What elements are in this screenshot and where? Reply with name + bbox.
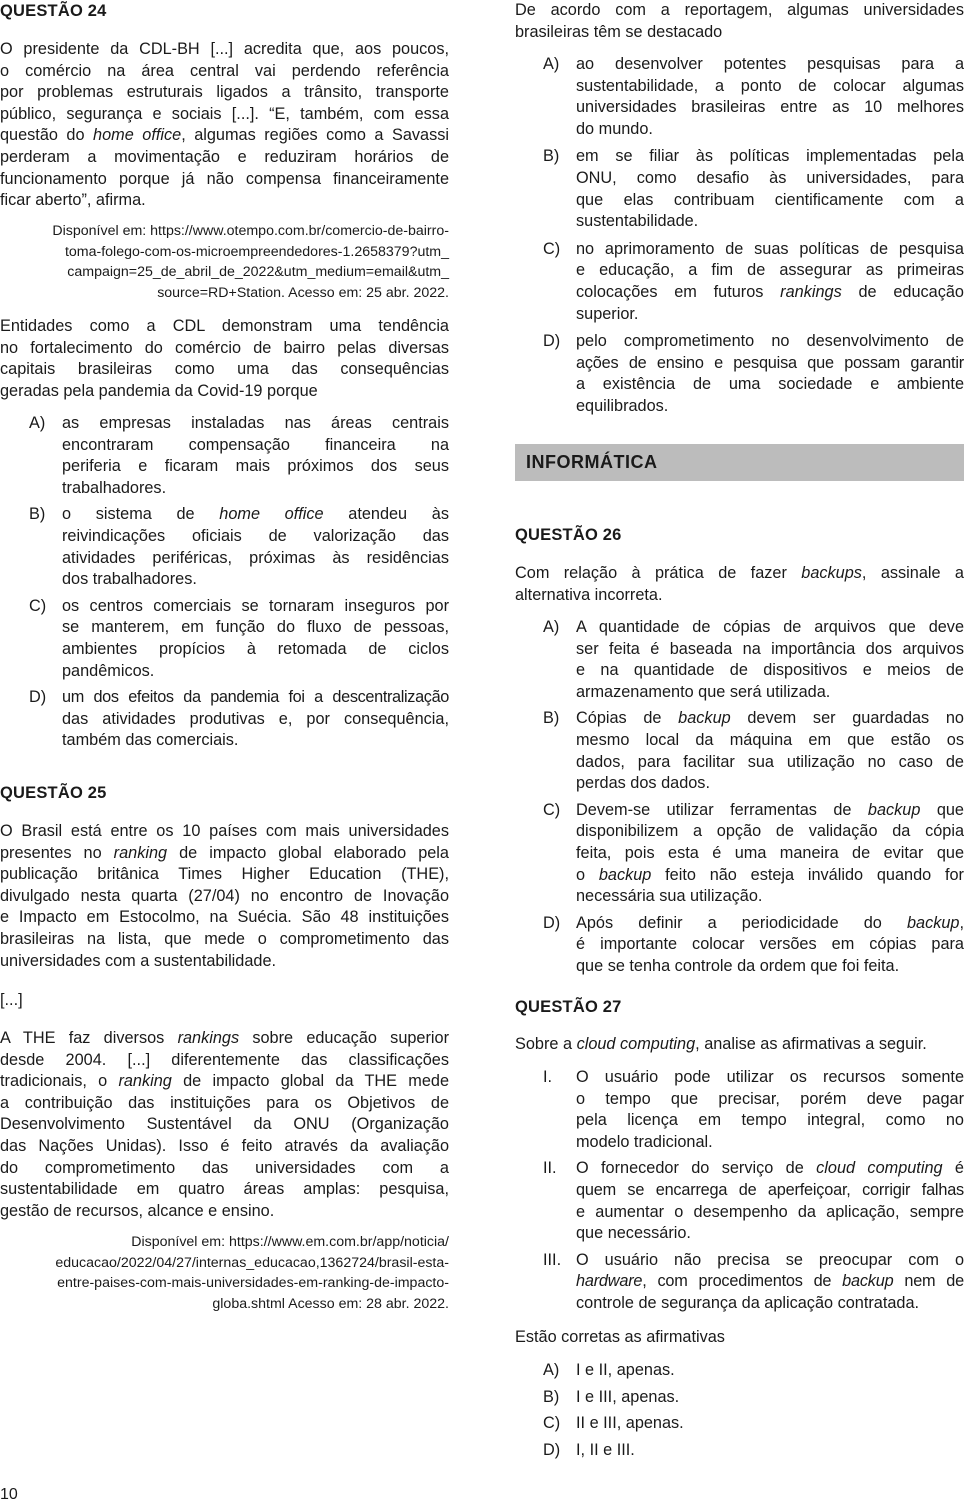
q24-stem-line: no fortalecimento do comércio de bairro pelas diversas — [0, 338, 449, 357]
option-text: I e II, apenas. — [576, 1361, 675, 1379]
q25-line: e Impacto em Estocolmo, na Suécia. São 48 instituições — [0, 908, 449, 927]
q25-line: do comprometimento das universidades com a — [0, 1158, 449, 1177]
q24-stem-line: capitais brasileiras como uma das consequências — [0, 360, 449, 379]
option-line — [576, 800, 964, 822]
statement-line: O usuário não precisa se preocupar com o — [576, 1250, 964, 1269]
q26-stem-line — [515, 563, 964, 585]
q24-quote-line: o comércio na área central vai perdendo referência — [0, 61, 449, 80]
option-line — [62, 504, 449, 526]
q25-line: a contribuição das instituições para os Objetivos de — [0, 1093, 449, 1112]
option-em: backup — [867, 800, 921, 819]
option-line — [576, 865, 964, 887]
statement-em: hardware — [576, 1272, 643, 1291]
q24-stem — [0, 316, 449, 402]
option-em: rankings — [780, 282, 842, 301]
q26-option-d[interactable] — [543, 913, 964, 978]
option-line: ONU, como desafio às universidades, para — [576, 168, 964, 187]
q27-statement-ii — [543, 1158, 964, 1244]
q25-em: ranking — [118, 1072, 172, 1091]
option-line: necessária sua utilização. — [576, 887, 763, 906]
option-em: home office — [219, 505, 324, 524]
q26-option-b[interactable] — [543, 708, 964, 794]
q25-line: divulgado nesta quarta (27/04) no encontro de Inovação — [0, 886, 449, 905]
option-letter: C) — [543, 1414, 561, 1433]
option-text — [62, 687, 449, 752]
q26-stem — [515, 563, 964, 606]
option-line: dos trabalhadores. — [62, 570, 197, 589]
option-line: é importante colocar versões em cópias para — [576, 935, 964, 954]
q24-stem-line: geradas pela pandemia da Covid-19 porque — [0, 381, 318, 400]
q25-option-b[interactable] — [543, 146, 964, 232]
q24-option-a[interactable] — [29, 413, 449, 499]
page-number: 10 — [0, 1486, 18, 1503]
option-post: de educação — [841, 282, 964, 301]
option-text — [576, 54, 964, 140]
option-em: backup — [906, 913, 960, 932]
q27-post: , analise as afirmativas a seguir. — [695, 1035, 927, 1053]
option-line: das atividades produtivas e, por consequência, — [62, 709, 449, 728]
q27-title: QUESTÃO 27 — [515, 998, 622, 1016]
statement-pre: O fornecedor do serviço de — [576, 1159, 817, 1178]
q25-source-line: educacao/2022/04/27/internas_educacao,1362724/brasil-esta- — [55, 1254, 449, 1271]
q25-source-line: Disponível em: https://www.em.com.br/app/noticia/ — [131, 1234, 449, 1250]
q25-ellipsis: [...] — [0, 991, 23, 1009]
option-text — [576, 800, 964, 908]
option-line: armazenamento que será utilizada. — [576, 682, 831, 701]
q24-quote-line: O presidente da CDL-BH [...] acredita que, aos poucos, — [0, 40, 449, 58]
statement-line: o tempo que precisar, porém deve pagar — [576, 1089, 964, 1108]
q24-quote-line: por problemas estruturais ligados a trânsito, transporte — [0, 83, 449, 102]
option-line: perdas dos dados. — [576, 774, 710, 793]
option-text — [576, 913, 964, 978]
option-post: devem ser guardadas no — [730, 709, 964, 728]
q27-statement-i — [543, 1067, 964, 1153]
statement-em: cloud computing — [816, 1159, 943, 1178]
q25-title: QUESTÃO 25 — [0, 784, 107, 802]
option-letter: C) — [543, 800, 561, 819]
q26-options — [543, 617, 964, 978]
q24-source-line: Disponível em: https://www.otempo.com.br/comercio-de-bairro- — [52, 223, 449, 239]
q25-line: O Brasil está entre os 10 países com mais universidades — [0, 822, 449, 840]
option-post: atendeu às — [323, 505, 449, 524]
option-pre: Após definir a periodicidade do — [576, 913, 907, 932]
option-line: a existência de uma sociedade e ambiente — [576, 375, 964, 394]
option-line: os centros comerciais se tornaram inseguros por — [62, 596, 449, 615]
option-line: disponibilizem a opção de validação da cópia — [576, 822, 964, 841]
option-line: feita, pois esta é uma maneira de evitar que — [576, 843, 964, 862]
option-line: pelo comprometimento no desenvolvimento de — [576, 332, 964, 351]
q26-option-c[interactable] — [543, 800, 964, 908]
option-text — [576, 239, 964, 325]
q25-paragraph-1 — [0, 821, 449, 972]
option-text — [576, 617, 964, 703]
option-letter: A) — [29, 414, 46, 432]
option-line: do mundo. — [576, 119, 653, 138]
q25-line: Desenvolvimento Sustentável da ONU (Organização — [0, 1115, 449, 1134]
option-letter: B) — [29, 505, 46, 524]
option-line: encontraram compensação financeira na — [62, 435, 449, 454]
statement-line: modelo tradicional. — [576, 1132, 713, 1151]
q25-line: publicação britânica Times Higher Education (THE), — [0, 865, 449, 884]
option-line: superior. — [576, 304, 639, 323]
statement-line: que necessário. — [576, 1224, 691, 1243]
option-text: II e III, apenas. — [576, 1414, 684, 1433]
option-line — [576, 708, 964, 730]
q27-option-d[interactable] — [543, 1440, 964, 1462]
q27-options — [543, 1360, 964, 1461]
option-line: ao desenvolver potentes pesquisas para a — [576, 55, 964, 73]
q27-statements — [543, 1067, 964, 1315]
option-letter: B) — [543, 147, 560, 166]
option-text — [576, 331, 964, 417]
section-title: INFORMÁTICA — [526, 451, 658, 472]
q25-line — [0, 1071, 449, 1093]
q25-line: brasileiras na lista, que mede o comprometimento das — [0, 929, 449, 948]
option-line: ser feita é baseada na importância dos arquivos — [576, 639, 964, 658]
q25-pre: presentes no — [0, 843, 114, 862]
option-letter: A) — [543, 618, 560, 636]
option-letter: D) — [543, 332, 561, 351]
statement-text — [576, 1158, 964, 1244]
option-line — [576, 282, 964, 304]
q26-option-a[interactable] — [543, 617, 964, 703]
option-pre: Devem-se utilizar ferramentas de — [576, 800, 868, 819]
option-text — [576, 146, 964, 232]
q27-stem — [515, 1034, 964, 1056]
statement-text — [576, 1250, 964, 1315]
statement-line: e aumentar o desempenho da aplicação, sempre — [576, 1202, 964, 1221]
q24-option-c[interactable] — [29, 596, 449, 682]
option-line: ambientes propícios à retomada de ciclos — [62, 639, 449, 658]
q24-quote-post: , algumas regiões como a Savassi — [181, 126, 449, 145]
q24-quote-line: público, segurança e sociais [...]. “E, também, com essa — [0, 104, 449, 123]
statement-line: quem se encarrega de aperfeiçoar, corrigir falhas — [576, 1180, 964, 1199]
statement-line — [576, 1158, 964, 1180]
option-line: universidades brasileiras entre as 10 melhores — [576, 98, 964, 117]
statement-em: backup — [842, 1272, 894, 1291]
statement-line: pela licença em tempo integral, como no — [576, 1111, 964, 1130]
q24-source-line: campaign=25_de_abril_de_2022&utm_medium=email&utm_ — [67, 264, 449, 280]
option-line: e na quantidade de dispositivos e meios de — [576, 661, 964, 680]
q24-source-line: source=RD+Station. Acesso em: 25 abr. 2022. — [157, 284, 449, 301]
q25-line: desde 2004. [...] diferentemente das classificações — [0, 1050, 449, 1069]
option-post: que — [920, 800, 964, 819]
option-line: equilibrados. — [576, 396, 669, 415]
q24-quote-line: funcionamento porque já não compensa financeiramente — [0, 169, 449, 188]
option-line: se manterem, em função do fluxo de pessoas, — [62, 618, 449, 637]
q24-quote-line — [0, 125, 449, 147]
q26-post: , assinale a — [861, 564, 964, 582]
q24-source — [0, 221, 449, 303]
q25-stem-line: De acordo com a reportagem, algumas universidades — [515, 1, 964, 19]
option-line: sustentabilidade, a ponto de colocar algumas — [576, 76, 964, 95]
q25-stem-line: brasileiras têm se destacado — [515, 22, 723, 41]
q24-quote-line: perderam a movimentação e reduziram horários de — [0, 147, 449, 166]
option-post: , — [959, 913, 964, 932]
option-letter: D) — [543, 913, 561, 932]
statement-line — [576, 1271, 964, 1293]
option-letter: C) — [29, 596, 47, 615]
statement-post: nem de — [893, 1272, 964, 1291]
option-line: pandêmicos. — [62, 661, 155, 680]
q25-stem — [515, 0, 964, 43]
q26-title: QUESTÃO 26 — [515, 526, 622, 544]
q25-option-a[interactable] — [543, 54, 964, 140]
option-line: também das comerciais. — [62, 731, 239, 750]
q25-post: de impacto global da THE mede — [171, 1072, 449, 1091]
option-text — [62, 504, 449, 590]
option-text — [62, 413, 449, 499]
option-letter: B) — [543, 709, 560, 728]
statement-post: é — [942, 1159, 964, 1178]
option-line: dados, para facilitar sua utilização no caso de — [576, 752, 964, 771]
q25-line: universidades com a sustentabilidade. — [0, 951, 277, 970]
option-pre: Cópias de — [576, 709, 679, 728]
q25-pre: A THE faz diversos — [0, 1029, 178, 1047]
option-letter: B) — [543, 1387, 560, 1406]
option-line: atividades periféricas, próximas às residências — [62, 548, 449, 567]
statement-line: O usuário pode utilizar os recursos somente — [576, 1068, 964, 1086]
q24-quote-pre: questão do — [0, 126, 94, 145]
option-line: um dos efeitos da pandemia foi a descentralização — [62, 688, 449, 707]
option-line: periferia e ficaram mais próximos dos seus — [62, 457, 449, 476]
option-text — [576, 708, 964, 794]
q27-question: Estão corretas as afirmativas — [515, 1328, 725, 1346]
q25-line — [0, 1028, 449, 1050]
option-text: I e III, apenas. — [576, 1387, 680, 1406]
q27-statement-iii — [543, 1250, 964, 1315]
q25-line: gestão de recursos, alcance e ensino. — [0, 1201, 275, 1220]
q24-stem-line: Entidades como a CDL demonstram uma tendência — [0, 317, 449, 335]
q24-source-line: toma-folego-com-os-microempreendedores-1.2658379?utm_ — [64, 243, 449, 260]
q24-options — [29, 413, 449, 752]
q27-option-a[interactable] — [543, 1360, 964, 1382]
option-letter: D) — [29, 688, 47, 707]
statement-number: I. — [543, 1068, 553, 1086]
q25-option-d[interactable] — [543, 331, 964, 417]
q26-pre: Com relação à prática de fazer — [515, 564, 802, 582]
option-pre: o sistema de — [62, 505, 220, 524]
option-letter: A) — [543, 1361, 560, 1379]
option-line — [576, 913, 964, 935]
q27-option-c[interactable] — [543, 1413, 964, 1435]
q25-option-c[interactable] — [543, 239, 964, 325]
q25-em: rankings — [177, 1029, 240, 1047]
q25-line: das Nações Unidas). Isso é feito através da avaliação — [0, 1136, 449, 1155]
statement-number: III. — [543, 1250, 562, 1269]
option-text — [62, 596, 449, 682]
option-line: mesmo local da máquina em que estão os — [576, 730, 964, 749]
q27-option-b[interactable] — [543, 1387, 964, 1409]
option-line: que se tenha controle da ordem que foi feita. — [576, 956, 900, 975]
statement-number: II. — [543, 1159, 557, 1178]
q24-quote-em: home office — [93, 126, 182, 145]
option-letter: C) — [543, 239, 561, 258]
option-line: ações de ensino e pesquisa que possam garantir — [576, 353, 964, 372]
option-line: e educação, a fim de assegurar as primeiras — [576, 261, 964, 280]
q24-title: QUESTÃO 24 — [0, 2, 107, 20]
q24-quote — [0, 39, 449, 212]
statement-mid: , com procedimentos de — [642, 1272, 843, 1291]
q24-quote-line: ficar aberto”, afirma. — [0, 191, 146, 210]
option-pre: o — [576, 865, 599, 884]
q27-em: cloud computing — [576, 1035, 696, 1053]
option-letter: D) — [543, 1440, 561, 1459]
option-letter: A) — [543, 55, 560, 73]
statement-line: controle de segurança da aplicação contratada. — [576, 1293, 920, 1312]
q24-option-d[interactable] — [29, 687, 449, 752]
q24-option-b[interactable] — [29, 504, 449, 590]
option-line: trabalhadores. — [62, 478, 167, 497]
q25-paragraph-2 — [0, 1028, 449, 1222]
statement-text — [576, 1067, 964, 1153]
q25-source — [0, 1232, 449, 1314]
option-post: feito não esteja inválido quando for — [651, 865, 964, 884]
option-text: I, II e III. — [576, 1440, 635, 1459]
q25-em: ranking — [113, 843, 168, 862]
q26-stem-line: alternativa incorreta. — [515, 585, 663, 604]
section-header-informatica — [515, 444, 964, 481]
q26-em: backups — [801, 564, 862, 582]
q27-stem-line — [515, 1034, 964, 1056]
q27-pre: Sobre a — [515, 1035, 577, 1053]
q25-source-line: entre-paises-com-mais-universidades-em-ranking-de-impacto- — [57, 1275, 449, 1291]
q25-line — [0, 843, 449, 865]
option-line: que elas contribuam cientificamente com a — [576, 190, 964, 209]
q25-post: sobre educação superior — [239, 1029, 450, 1047]
option-pre: colocações em futuros — [576, 282, 781, 301]
q25-pre: tradicionais, o — [0, 1072, 119, 1091]
q25-line: sustentabilidade em quatro áreas amplas: pesquisa, — [0, 1180, 449, 1199]
option-line: as empresas instaladas nas áreas centrais — [62, 414, 449, 432]
option-em: backup — [598, 865, 652, 884]
option-line: no aprimoramento de suas políticas de pesquisa — [576, 239, 964, 258]
q25-options — [543, 54, 964, 418]
option-line: reivindicações oficiais de valorização das — [62, 526, 449, 545]
option-em: backup — [678, 709, 731, 728]
q25-source-line: globa.shtml Acesso em: 28 abr. 2022. — [212, 1295, 449, 1312]
option-line: em se filiar às políticas implementadas pela — [576, 147, 964, 166]
q25-post: de impacto global elaborado pela — [167, 843, 449, 862]
option-line: A quantidade de cópias de arquivos que deve — [576, 618, 964, 636]
option-line: sustentabilidade. — [576, 212, 699, 231]
